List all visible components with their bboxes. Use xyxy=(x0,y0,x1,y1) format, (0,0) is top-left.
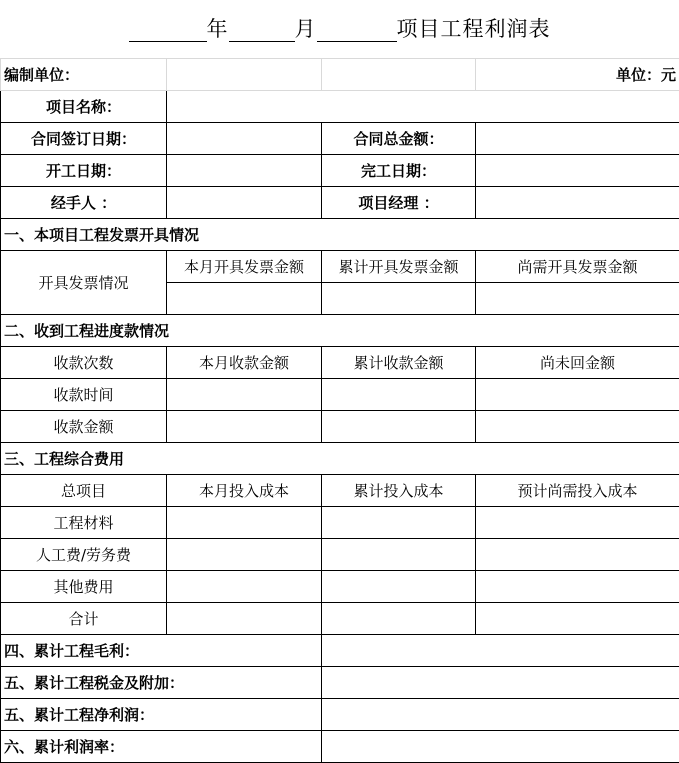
unit-label: 单位：元 xyxy=(476,59,679,91)
section3-header-row xyxy=(1,475,679,507)
sheet-title xyxy=(0,0,679,58)
receipt-time-c2[interactable] xyxy=(322,379,476,411)
cost-row-other xyxy=(1,571,679,603)
section2-title: 二、收到工程进度款情况 xyxy=(1,315,679,347)
profit-table xyxy=(0,58,679,763)
cost-materials-c1[interactable] xyxy=(167,507,322,539)
end-date-label: 完工日期： xyxy=(322,155,476,187)
invoice-month-value[interactable] xyxy=(167,283,322,315)
invoice-col-remaining: 尚需开具发票金额 xyxy=(476,251,679,283)
receipt-amount-c2[interactable] xyxy=(322,411,476,443)
invoice-col-month: 本月开具发票金额 xyxy=(167,251,322,283)
invoice-remaining-value[interactable] xyxy=(476,283,679,315)
cost-other-c3[interactable] xyxy=(476,571,679,603)
handler-value[interactable] xyxy=(167,187,322,219)
summary-rate-label: 六、累计利润率： xyxy=(1,731,322,763)
summary-tax-value[interactable] xyxy=(322,667,679,699)
project-name-value[interactable] xyxy=(167,91,679,123)
section2-row-time xyxy=(1,379,679,411)
cost-col-item: 总项目 xyxy=(1,475,167,507)
dates-row xyxy=(1,155,679,187)
section2-title-row xyxy=(1,315,679,347)
section1-header-row xyxy=(1,251,679,283)
summary-gross-value[interactable] xyxy=(322,635,679,667)
manager-value[interactable] xyxy=(476,187,679,219)
cost-other-c2[interactable] xyxy=(322,571,476,603)
summary-row-tax xyxy=(1,667,679,699)
receipt-col-month: 本月收款金额 xyxy=(167,347,322,379)
summary-gross-label: 四、累计工程毛利： xyxy=(1,635,322,667)
summary-row-net xyxy=(1,699,679,731)
cost-total-c1[interactable] xyxy=(167,603,322,635)
cost-labor-label: 人工费/劳务费 xyxy=(1,539,167,571)
invoice-total-value[interactable] xyxy=(322,283,476,315)
invoice-col-total: 累计开具发票金额 xyxy=(322,251,476,283)
cost-total-c3[interactable] xyxy=(476,603,679,635)
summary-net-value[interactable] xyxy=(322,699,679,731)
cost-row-materials xyxy=(1,507,679,539)
cost-row-total xyxy=(1,603,679,635)
title-year: 年 xyxy=(207,15,229,43)
project-name-label: 项目名称： xyxy=(1,91,167,123)
receipt-col-count: 收款次数 xyxy=(1,347,167,379)
receipt-amount-c3[interactable] xyxy=(476,411,679,443)
handler-label: 经手人 ： xyxy=(1,187,167,219)
receipt-col-outstanding: 尚未回金额 xyxy=(476,347,679,379)
receipt-time-label: 收款时间 xyxy=(1,379,167,411)
contract-date-label: 合同签订日期： xyxy=(1,123,167,155)
year-blank[interactable] xyxy=(129,17,207,42)
title-name: 项目工程利润表 xyxy=(397,15,551,43)
receipt-time-c1[interactable] xyxy=(167,379,322,411)
cost-materials-c2[interactable] xyxy=(322,507,476,539)
people-row xyxy=(1,187,679,219)
section2-header-row xyxy=(1,347,679,379)
cost-materials-c3[interactable] xyxy=(476,507,679,539)
summary-net-label: 五、累计工程净利润： xyxy=(1,699,322,731)
summary-row-rate xyxy=(1,731,679,763)
cost-other-c1[interactable] xyxy=(167,571,322,603)
day-blank[interactable] xyxy=(317,17,397,42)
section1-title: 一、本项目工程发票开具情况 xyxy=(1,219,679,251)
summary-rate-value[interactable] xyxy=(322,731,679,763)
cost-total-label: 合计 xyxy=(1,603,167,635)
summary-row-gross xyxy=(1,635,679,667)
cost-col-total: 累计投入成本 xyxy=(322,475,476,507)
end-date-value[interactable] xyxy=(476,155,679,187)
cost-labor-c1[interactable] xyxy=(167,539,322,571)
section1-title-row xyxy=(1,219,679,251)
title-month: 月 xyxy=(295,15,317,43)
cost-labor-c2[interactable] xyxy=(322,539,476,571)
contract-row xyxy=(1,123,679,155)
manager-label: 项目经理 ： xyxy=(322,187,476,219)
section2-row-amount xyxy=(1,411,679,443)
start-date-value[interactable] xyxy=(167,155,322,187)
start-date-label: 开工日期： xyxy=(1,155,167,187)
contract-amount-label: 合同总金额： xyxy=(322,123,476,155)
cost-other-label: 其他费用 xyxy=(1,571,167,603)
month-blank[interactable] xyxy=(229,17,295,42)
cost-row-labor xyxy=(1,539,679,571)
contract-date-value[interactable] xyxy=(167,123,322,155)
contract-amount-value[interactable] xyxy=(476,123,679,155)
receipt-time-c3[interactable] xyxy=(476,379,679,411)
cost-col-remaining: 预计尚需投入成本 xyxy=(476,475,679,507)
org-cell-1[interactable] xyxy=(167,59,322,91)
cost-labor-c3[interactable] xyxy=(476,539,679,571)
cost-col-month: 本月投入成本 xyxy=(167,475,322,507)
section3-title-row xyxy=(1,443,679,475)
receipt-amount-c1[interactable] xyxy=(167,411,322,443)
cost-total-c2[interactable] xyxy=(322,603,476,635)
org-cell-2[interactable] xyxy=(322,59,476,91)
receipt-col-total: 累计收款金额 xyxy=(322,347,476,379)
receipt-amount-label: 收款金额 xyxy=(1,411,167,443)
unit-row xyxy=(1,59,679,91)
project-name-row xyxy=(1,91,679,123)
summary-tax-label: 五、累计工程税金及附加： xyxy=(1,667,322,699)
org-label: 编制单位： xyxy=(1,59,167,91)
invoice-row-label: 开具发票情况 xyxy=(1,251,167,315)
section3-title: 三、工程综合费用 xyxy=(1,443,679,475)
cost-materials-label: 工程材料 xyxy=(1,507,167,539)
